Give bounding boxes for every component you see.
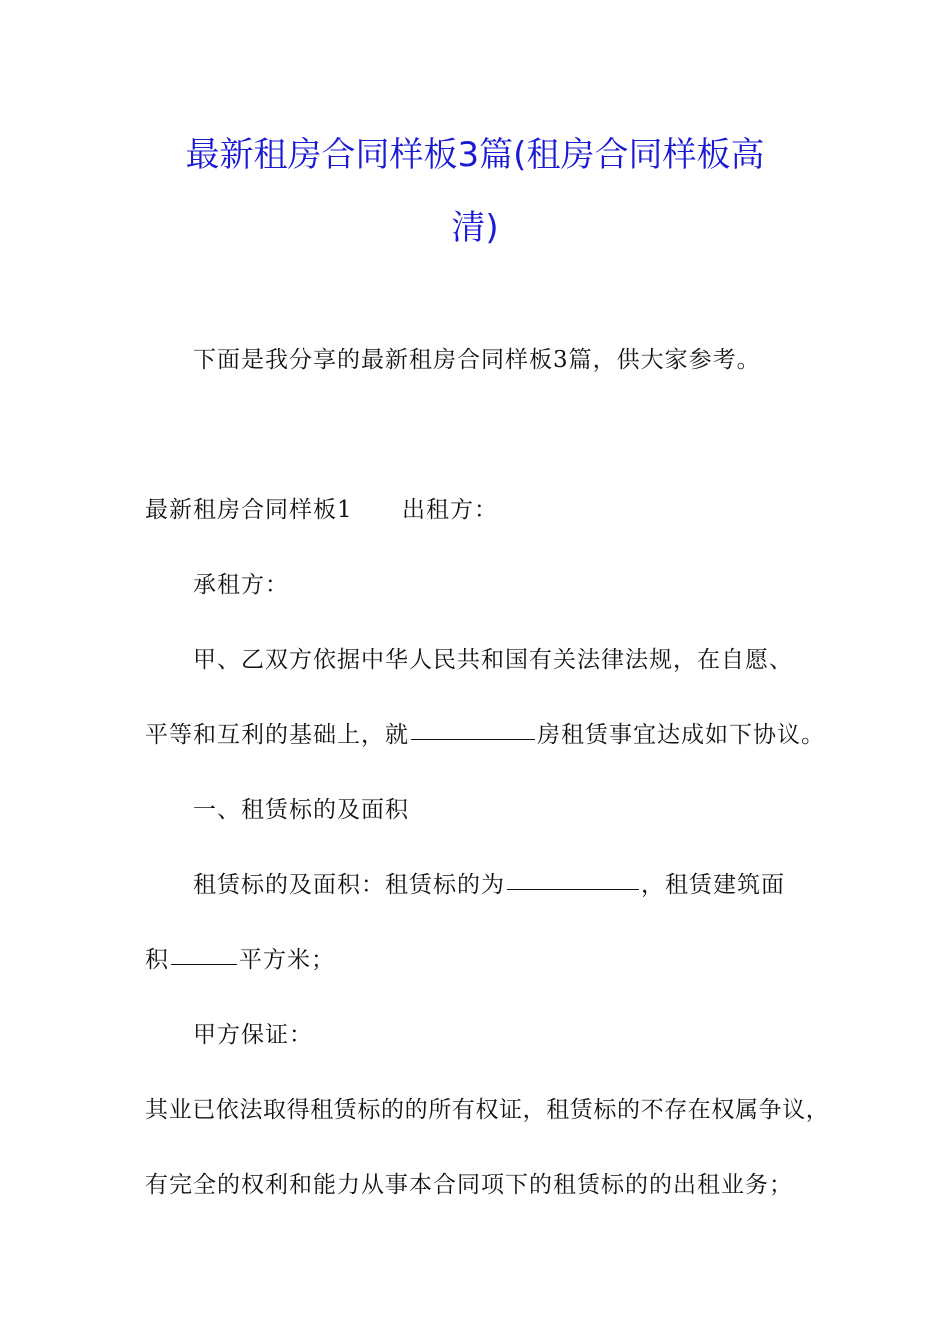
blank-line [171,964,237,965]
clause1-line2-start: 积 [145,947,169,973]
intro-paragraph: 下面是我分享的最新租房合同样板3篇，供大家参考。 [193,347,761,373]
clause1-line1-start: 租赁标的及面积：租赁标的为 [193,872,505,898]
clause1-line2 [145,946,335,974]
blank-line [507,889,639,890]
lessor-label: 出租方： [402,497,498,523]
clause1-line1-end: ，租赁建筑面 [641,872,785,898]
document-title-line1: 最新租房合同样板3篇(租房合同样板高 [185,135,765,175]
section1-heading: 最新租房合同样板1 [145,497,353,523]
clause1-line2-end: 平方米； [239,947,335,973]
clause1-heading: 一、租赁标的及面积 [193,797,409,823]
blank-line [411,739,535,740]
guarantee-label: 甲方保证： [193,1022,313,1048]
guarantee-line1: 其业已依法取得租赁标的的所有权证，租赁标的不存在权属争议， [145,1097,830,1123]
paragraph1-line1: 甲、乙双方依据中华人民共和国有关法律法规，在自愿、 [193,647,793,673]
guarantee-line2: 有完全的权利和能力从事本合同项下的租赁标的的出租业务； [145,1172,793,1198]
lessee-label: 承租方： [193,572,289,598]
paragraph1-line2-start: 平等和互利的基础上，就 [145,722,409,748]
clause1-line1 [193,871,785,899]
paragraph1-line2 [145,721,825,749]
paragraph1-line2-end: 房租赁事宜达成如下协议。 [537,722,825,748]
document-title-line2: 清) [451,208,499,248]
